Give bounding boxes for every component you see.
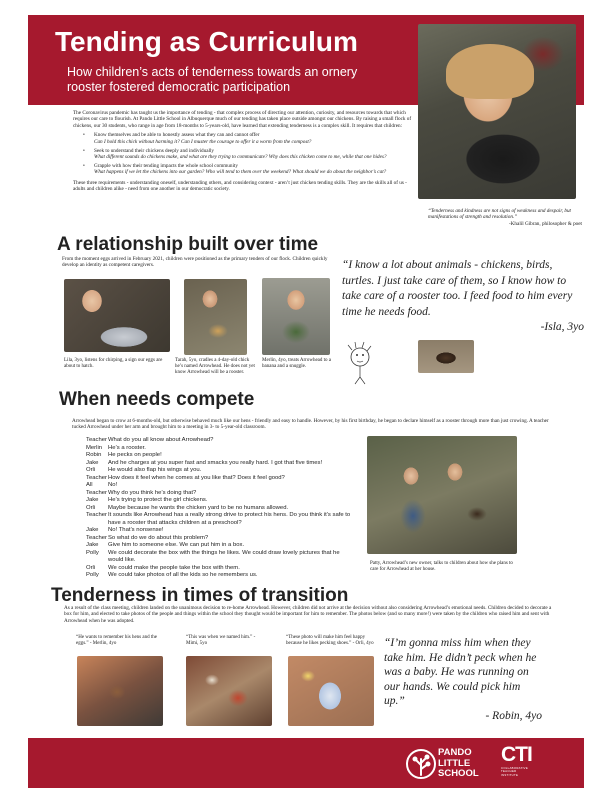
robin-quote-text: “I’m gonna miss him when they take him. He didn’t peck when he was a baby. He was running on our hands. We could pick him up.” xyxy=(384,637,537,707)
dialogue-row xyxy=(86,490,356,498)
dialogue-speaker: Teacher xyxy=(86,489,107,496)
pando-logo-line: PANDO xyxy=(438,747,472,758)
cti-sub-line: INSTITUTE xyxy=(501,772,519,777)
dialogue-speaker: All xyxy=(86,482,93,488)
dialogue-speaker: Orli xyxy=(86,564,96,571)
dialogue-row xyxy=(86,527,356,535)
dialogue-line: Give him to someone else. We can put him in a box. xyxy=(108,542,245,548)
photo-rooster-small xyxy=(418,340,474,373)
photo-quote-mimi: “This was when we named him.” - Mimi, 5yo xyxy=(186,635,256,646)
intro-bullet xyxy=(83,132,413,145)
gibran-quote-text: “Tenderness and kindness are not signs of weakness and despair, but manifestations of strength and resolution.” xyxy=(428,208,571,221)
dialogue-line: He’s a rooster. xyxy=(108,444,146,451)
dialogue-speaker: Teacher xyxy=(86,534,107,541)
dialogue-speaker: Orli xyxy=(86,467,96,473)
dialogue-line: It sounds like Arrowhead has a really strong drive to protect his hens. Do you think it’s safe to have a rooster that attacks children at a preschool? xyxy=(108,512,351,526)
dialogue-line: He pecks on people! xyxy=(108,452,162,458)
intro-paragraph-1: The Coronavirus pandemic has taught us the importance of tending - that complex process of directing our attention, curiosity, and resources towards that which requires our care to flourish. At Pando Little School in Albuquerque much of our tending has taken place outside amongst our chickens. By raising a small flock of chickens, our 30 students, who range in age from 18-months to 5-years-old, have learned that extending tenderness is a complex skill. It requires that children: xyxy=(73,110,412,129)
dialogue-row xyxy=(86,437,356,445)
dialogue-speaker: Jake xyxy=(86,527,99,533)
dialogue-row xyxy=(86,460,356,468)
hero-photo-child-with-rooster xyxy=(418,24,576,199)
isla-quote-text: “I know a lot about animals - chickens, birds, turtles. I just take care of them, so I know how to take care of a rooster too. I feed food to him every time he needs food. xyxy=(342,259,573,318)
dialogue-row xyxy=(86,445,356,453)
bullet-question: What happens if we let the chickens into our garden? Who will tend to them over the weekend? What should we do about the neighbor’s cat? xyxy=(94,169,387,176)
dialogue-row xyxy=(86,497,356,505)
dialogue-speaker: Jake xyxy=(86,459,99,466)
section-title-relationship: A relationship built over time xyxy=(57,234,319,255)
dialogue-row xyxy=(86,505,356,513)
bullet-question: What different sounds do chickens make, and what are they trying to communicate? Why does this chicken come to me, while that one hides? xyxy=(94,153,387,160)
dialogue-line: We could decorate the box with the things he likes. We could draw lovely pictures that he would like. xyxy=(108,549,340,563)
photo-naming-arrowhead xyxy=(186,656,272,726)
caption-eggs: Lila, 3yo, listens for chirping, a sign our eggs are about to hatch. xyxy=(64,358,163,369)
photo-hens-and-eggs xyxy=(77,656,163,726)
photo-egg-incubator xyxy=(64,279,170,352)
dialogue-row xyxy=(86,512,356,527)
dialogue-speaker: Jake xyxy=(86,542,99,548)
caption-tarah: Tarah, 5yo, cradles a 4-day-old chick he’s named Arrowhead. He does not yet know Arrowhead will be a rooster. xyxy=(175,358,255,375)
gibran-quote-attribution: -Khalil Gibran, philosopher & poet xyxy=(508,221,582,228)
intro-bullet xyxy=(83,148,413,161)
robin-quote xyxy=(384,636,542,723)
dialogue-row xyxy=(86,535,356,543)
isla-quote-attribution: -Isla, 3yo xyxy=(540,321,584,333)
dialogue-speaker: Robin xyxy=(86,452,102,458)
photo-children-with-new-owner xyxy=(367,436,517,554)
page-subtitle: How children’s acts of tenderness towards an ornery rooster fostered democratic participation xyxy=(67,65,358,94)
dialogue-line: He’s trying to protect the girl chickens. xyxy=(108,497,208,503)
robin-quote-attribution: - Robin, 4yo xyxy=(485,709,542,722)
cti-sub-line: TEACHER xyxy=(501,769,517,774)
child-drawing-rooster xyxy=(338,337,410,387)
dialogue-speaker: Jake xyxy=(86,497,99,503)
dialogue-line: So what do we do about this problem? xyxy=(108,534,209,541)
bullet-text: Know themselves and be able to honestly assess what they can and cannot offer xyxy=(94,132,260,139)
dialogue-line: What do you all know about Arrowhead? xyxy=(108,437,214,443)
dialogue-row xyxy=(86,572,356,580)
hero-photo-hair xyxy=(446,44,534,99)
page-title: Tending as Curriculum xyxy=(55,26,358,57)
dialogue-speaker: Teacher xyxy=(86,474,107,481)
dialogue-speaker: Polly xyxy=(86,572,99,578)
dialogue-line: Maybe because he wants the chicken yard to be no humans allowed. xyxy=(108,504,289,511)
dialogue-row xyxy=(86,565,356,573)
dialogue-speaker: Teacher xyxy=(86,512,107,518)
photo-child-with-chick-banana xyxy=(262,278,330,355)
dialogue-line: How does it feel when he comes at you like that? Does it feel good? xyxy=(108,474,285,481)
dialogue-row xyxy=(86,475,356,483)
dialogue-line: Why do you think he’s doing that? xyxy=(108,489,197,496)
cti-logo-letters: CTI xyxy=(501,743,532,766)
pando-logo-text xyxy=(438,748,479,780)
intro-text xyxy=(73,110,413,195)
pando-little-school-logo xyxy=(404,745,496,783)
class-meeting-dialogue xyxy=(86,437,356,580)
photo-child-cradling-chick xyxy=(184,279,247,355)
pando-tree-icon xyxy=(404,747,438,781)
dialogue-speaker: Merlin xyxy=(86,444,103,451)
dialogue-line: We could make the people take the box with them. xyxy=(108,564,240,571)
section-title-transition: Tenderness in times of transition xyxy=(51,585,349,606)
pando-logo-line: SCHOOL xyxy=(438,768,479,779)
intro-paragraph-2: These three requirements - understanding oneself, understanding others, and considering context - aren’t just chicken tending skills. They are the skills all of us - adults and children alike - need from one another in our democratic society. xyxy=(73,179,407,193)
cti-sub-line: COLLABORATIVE xyxy=(501,766,529,770)
photo-shoes xyxy=(288,656,374,726)
caption-merlin: Merlin, 4yo, treats Arrowhead to a banana and a snuggle. xyxy=(262,358,332,369)
dialogue-speaker: Polly xyxy=(86,549,99,556)
dialogue-line: No! xyxy=(108,482,118,488)
section-title-needs-compete: When needs compete xyxy=(59,389,255,410)
dialogue-row xyxy=(86,467,356,475)
dialogue-speaker: Teacher xyxy=(86,437,107,443)
isla-quote xyxy=(342,258,584,336)
section2-text: Arrowhead began to crow at 6-months-old, but otherwise behaved much like our hens - friendly and easy to handle. However, by his first birthday, he began to declare himself as a rooster through more than just crowing. A teacher tucked Arrowhead under her arm and brought him to a meeting in 3- to 5-year-old classroom. xyxy=(72,418,549,431)
intro-bullet-list xyxy=(83,132,413,175)
dialogue-row xyxy=(86,452,356,460)
section3-text: As a result of the class meeting, children landed on the unanimous decision to re-home Arrowhead. However, children did not arrive at the decision without also considering Arrowhead’s emotional needs. Children decided to decorate a box for him, and elected to take photos of the people and things within the school they thought would be important for him to remember. The photos below (and so many more!) were taken by the children who raised him and sent with Arrowhead when he was adopted. xyxy=(64,605,552,624)
dialogue-line: And he charges at you super fast and smacks you really hard. I got that five times! xyxy=(108,459,323,466)
caption-new-owner: Patty, Arrowhead’s new owner, talks to children about how she plans to care for Arrowhead at her house. xyxy=(370,561,513,572)
section1-text: From the moment eggs arrived in February 2021, children were positioned as the primary tenders of our flock. Children quickly develop an identity as competent caregivers. xyxy=(62,256,328,269)
gibran-quote xyxy=(428,208,582,228)
bullet-text: Seek to understand their chickens deeply and individually xyxy=(94,147,215,154)
dialogue-speaker: Orli xyxy=(86,504,96,511)
intro-bullet xyxy=(83,163,413,176)
dialogue-line: We could take photos of all the kids so he remembers us. xyxy=(108,572,258,578)
photo-quote-orli: “These photo will make him feel happy because he likes pecking shoes.” - Orli, 4yo xyxy=(286,635,374,646)
dialogue-line: No! That’s nonsense! xyxy=(108,527,164,533)
cti-logo-subtext xyxy=(501,767,549,777)
pando-logo-line: LITTLE xyxy=(438,757,471,769)
cti-logo xyxy=(501,743,549,785)
bullet-question: Can I hold this chick without harming it? Can I muster the courage to offer it a worm from the compost? xyxy=(94,138,312,145)
dialogue-row xyxy=(86,482,356,490)
dialogue-line: He would also flap his wings at you. xyxy=(108,467,202,473)
dialogue-row xyxy=(86,550,356,565)
photo-quote-merlin: “He wants to remember his hens and the eggs.” - Merlin, 4yo xyxy=(76,635,157,646)
bullet-text: Grapple with how their tending impacts the whole school community xyxy=(94,162,238,169)
dialogue-row xyxy=(86,542,356,550)
